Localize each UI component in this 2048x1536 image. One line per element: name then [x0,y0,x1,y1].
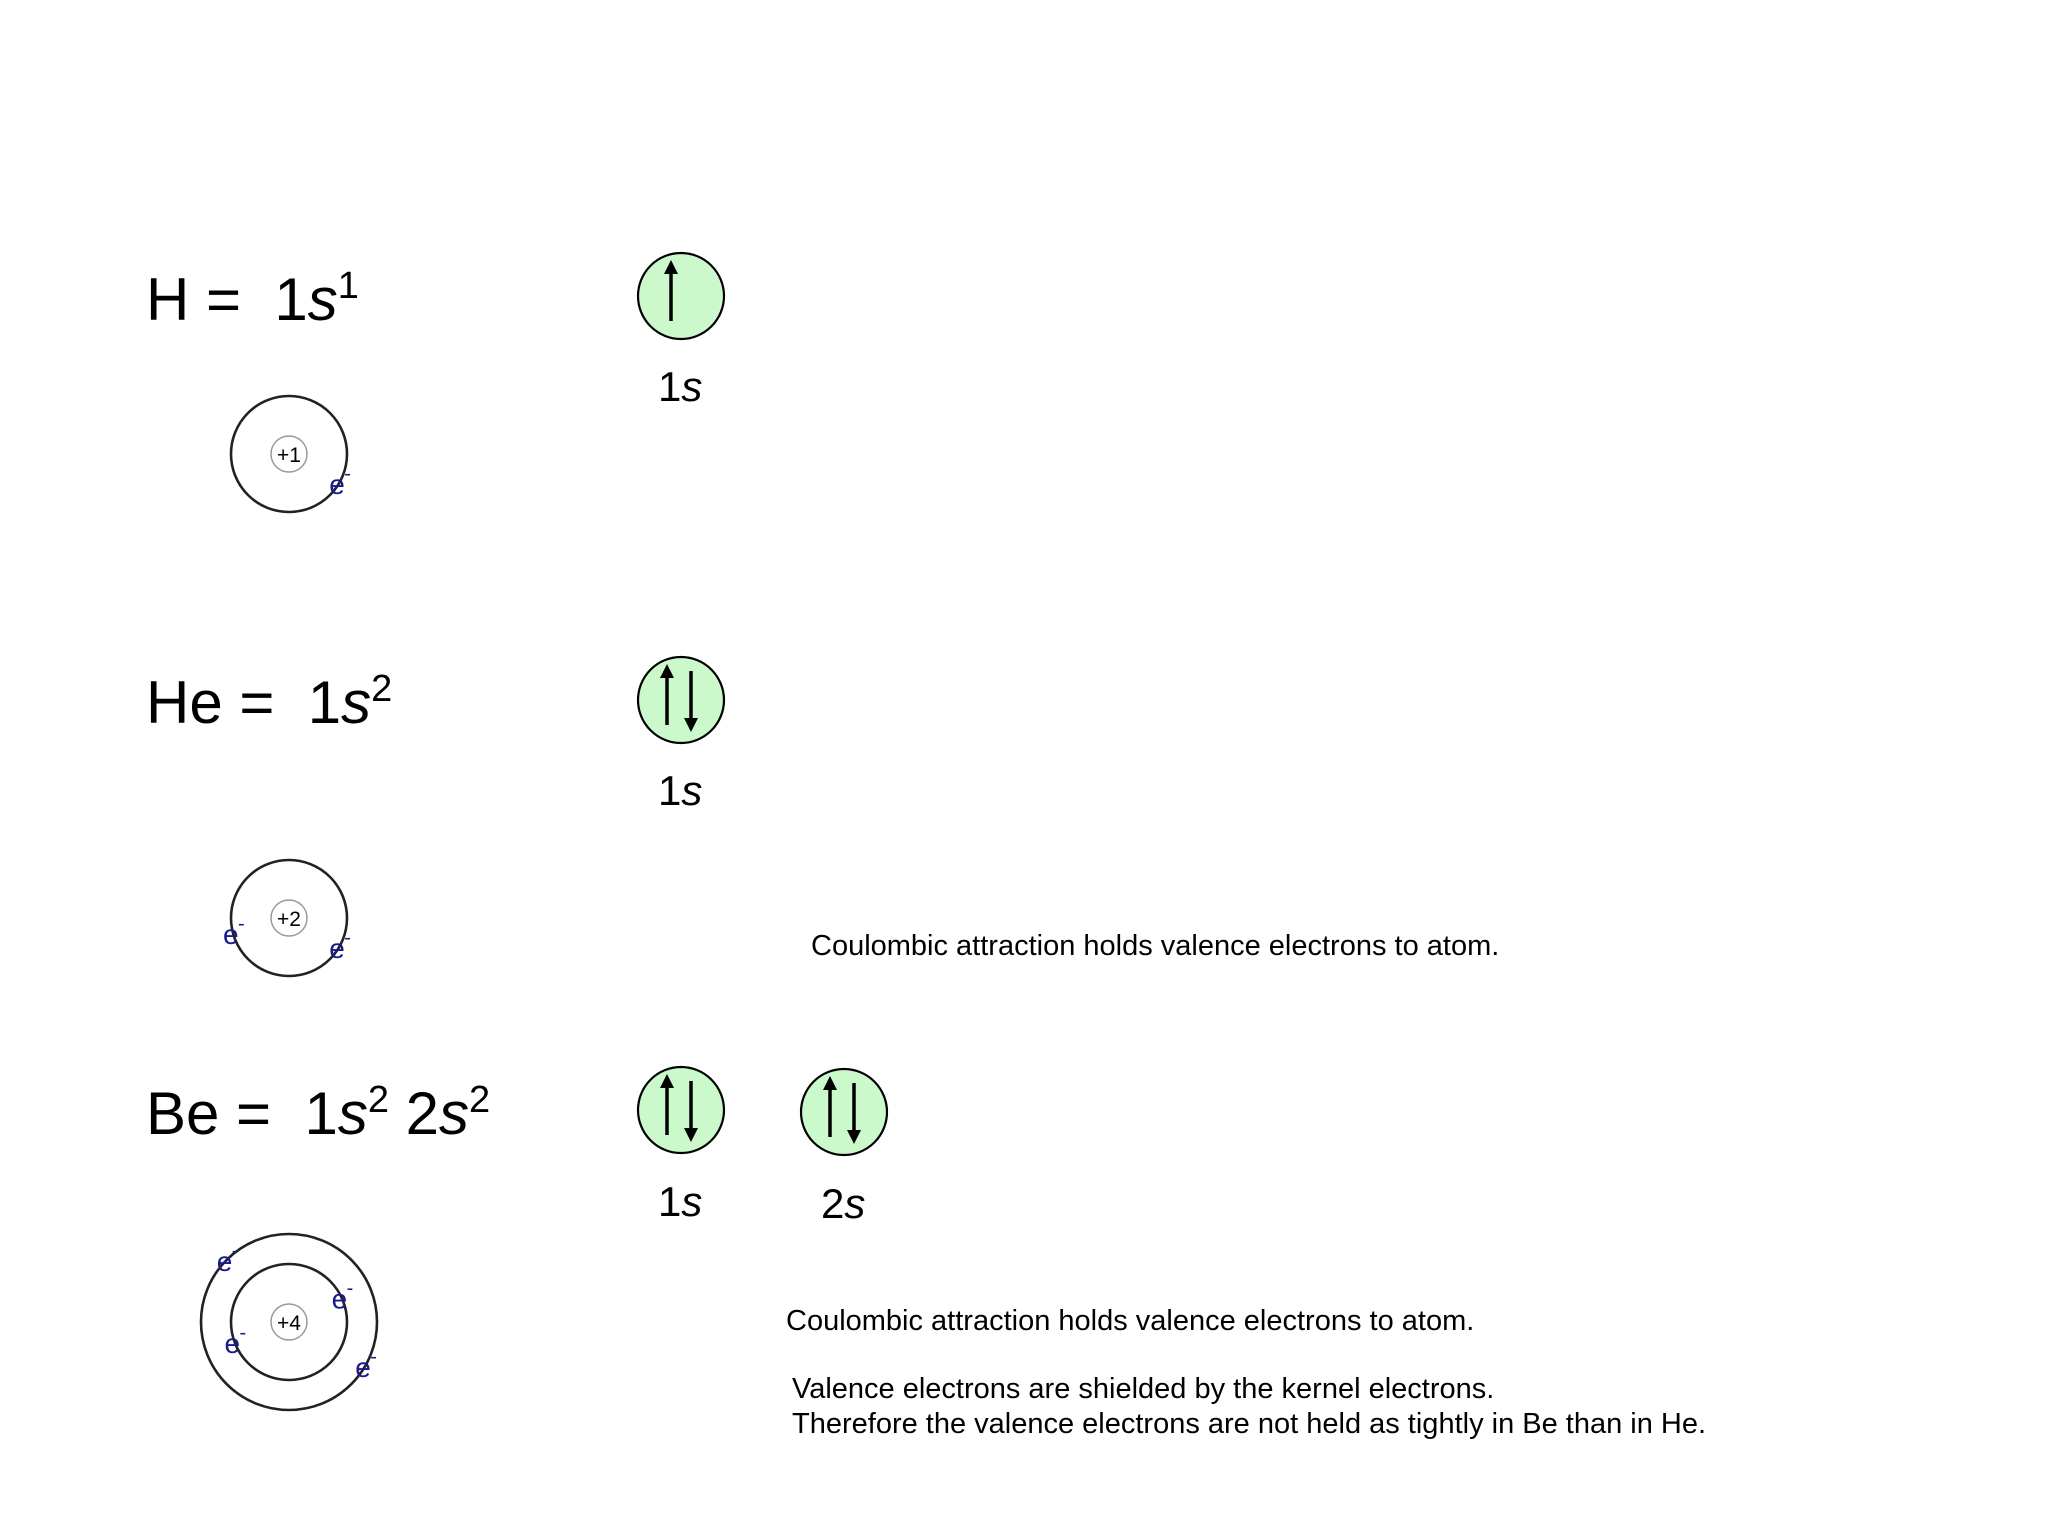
orbital-label-l: s [681,363,703,410]
h-nuclear-charge: +1 [277,444,301,467]
electron-charge: - [344,927,351,949]
be-shielding-note-line-1: Valence electrons are shielded by the kernel electrons. [792,1373,1495,1405]
be-electron-count-1: 2 [367,1079,389,1121]
h-orbital-1s-box [638,253,724,339]
h-electron-count: 1 [337,265,359,307]
orbital-label-n: 2 [821,1180,845,1227]
electron-charge: - [370,1346,377,1368]
electron-symbol: e [216,1245,233,1277]
h-subshell-letter: s [307,266,338,333]
be-shell-number-1: 1 [304,1080,338,1147]
orbital-label-l: s [844,1180,866,1227]
electron-charge: - [239,1321,247,1344]
be-element-symbol: Be = [146,1080,272,1147]
he-coulombic-note: Coulombic attraction holds valence electrons to atom. [811,930,1500,962]
electron-symbol: e [331,1283,348,1315]
be-coulombic-note: Coulombic attraction holds valence electrons to atom. [786,1305,1475,1337]
he-subshell-letter: s [341,669,372,736]
electron-charge: - [346,1277,354,1300]
he-electron-count: 2 [371,668,393,710]
orbital-label-l: s [681,1178,703,1225]
be-nuclear-charge: +4 [277,1312,301,1335]
be-orbital-2s-box [801,1069,887,1155]
electron-charge: - [237,913,245,936]
h-element-symbol: H = [146,266,242,333]
orbital-label-n: 1 [658,767,682,814]
orbital-label-n: 1 [658,363,682,410]
electron-symbol: e [222,919,239,951]
be-orbital-1s-box [638,1067,724,1153]
be-shell-number-2: 2 [405,1080,440,1147]
orbital-label-n: 1 [658,1178,682,1225]
orbital-label-l: s [681,767,703,814]
electron-symbol: e [329,933,345,964]
be-electron-count-2: 2 [469,1079,491,1121]
he-shell-number: 1 [307,669,342,736]
electron-charge: - [231,1239,239,1262]
electron-charge: - [344,463,351,485]
be-shielding-note-line-2: Therefore the valence electrons are not held as tightly in Be than in He. [792,1408,1707,1440]
h-shell-number: 1 [274,266,308,333]
he-nuclear-charge: +2 [277,908,301,931]
he-element-symbol: He = [146,669,275,736]
electron-symbol: e [355,1352,371,1383]
electron-symbol: e [224,1327,241,1359]
be-subshell-letter-1: s [337,1080,368,1147]
be-subshell-letter-2: s [439,1080,470,1147]
he-orbital-1s-box [638,657,724,743]
electron-symbol: e [329,469,345,500]
